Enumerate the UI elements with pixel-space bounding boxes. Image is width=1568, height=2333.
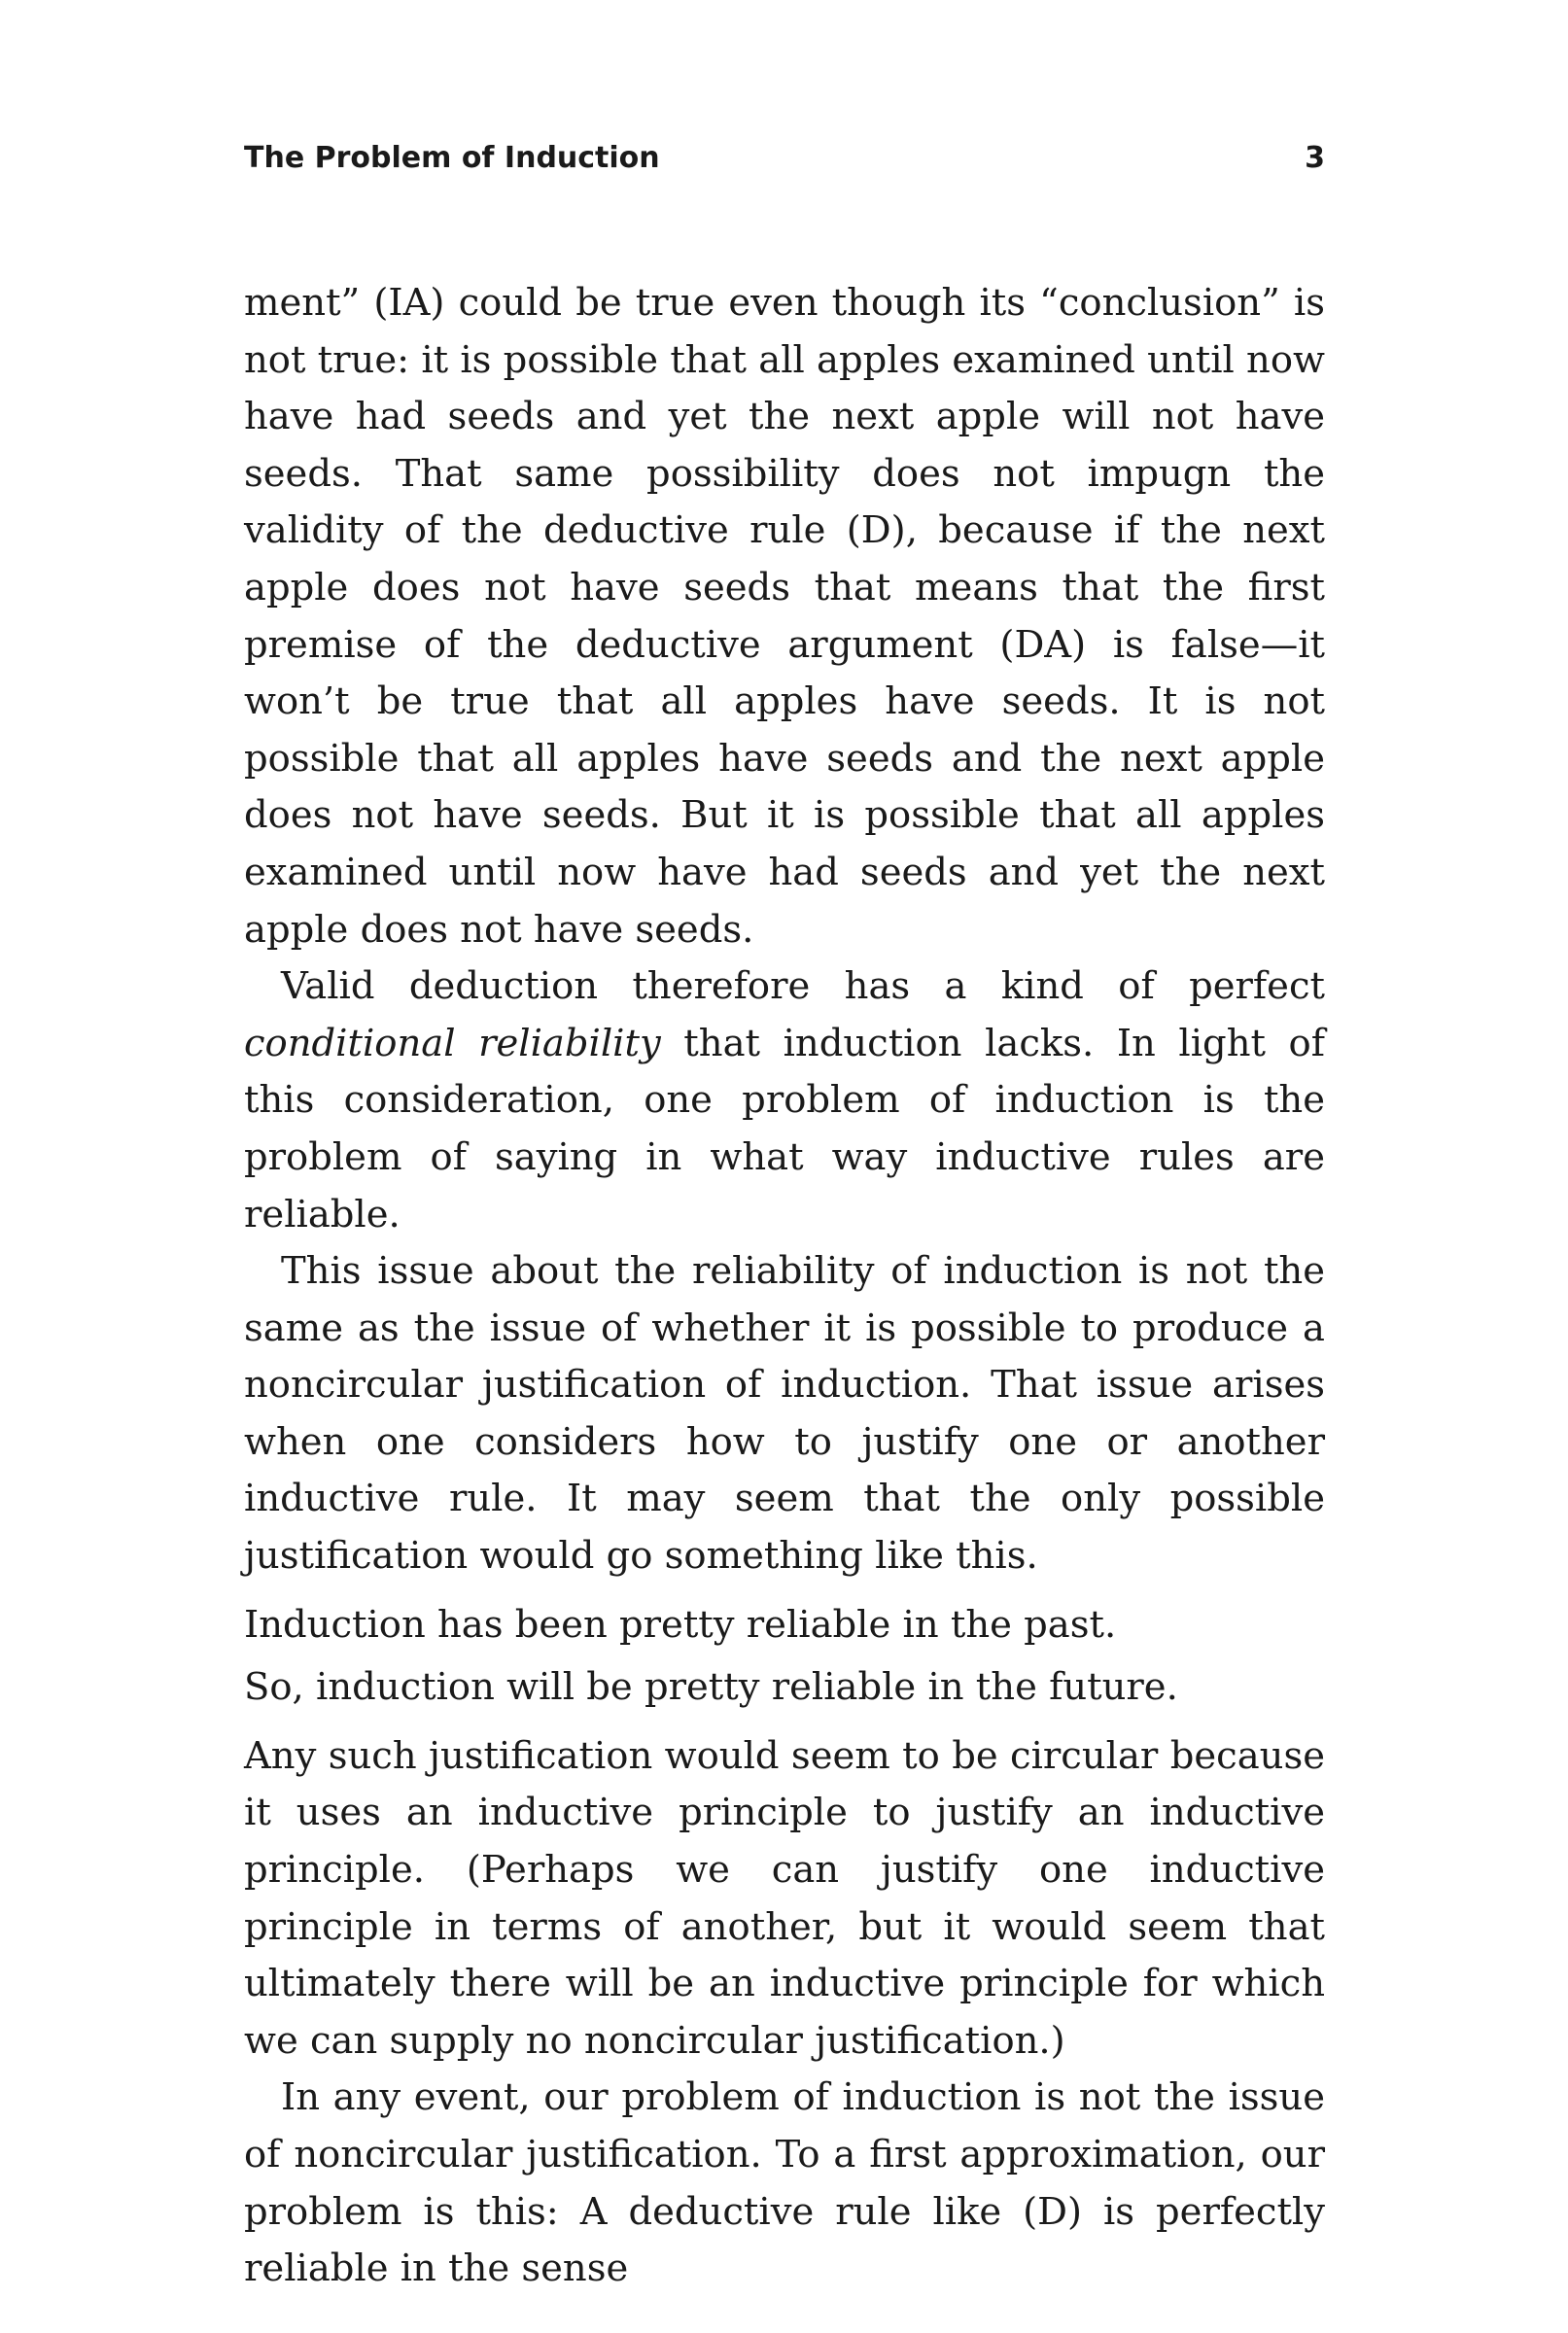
paragraph-3: This issue about the reliability of induction is not the same as the issue of whether it is possible to produce a noncircular justification of induction. That issue arises when one considers how to justify one or another inductive rule. It may seem that the only possible justification would go something like this. (244, 1249, 1325, 1579)
book-page (244, 0, 1325, 2333)
page-number: 3 (1305, 141, 1325, 175)
paragraph-2-lead: Valid deduction therefore has a kind of perfect (281, 964, 1325, 1009)
paragraph-2-rest: that induction lacks. In light of this consideration, one problem of induction is the problem of saying in what way inductive rules are reliable. (244, 1021, 1325, 1236)
paragraph-1: ment” (IA) could be true even though its “conclusion” is not true: it is possible that all apples examined until now have had seeds and yet the next apple will not have seeds. That same possibility does not impugn the validity of the deductive rule (D), because if the next apple does not have seeds that means that the first premise of the deductive argument (DA) is false—it won’t be true that all apples have seeds. It is not possible that all apples have seeds and the next apple does not have seeds. But it is possible that all apples examined until now have had seeds and yet the next apple does not have seeds. (244, 281, 1325, 952)
body-text (244, 275, 1325, 2298)
chapter-title: The Problem of Induction (244, 141, 660, 175)
paragraph-5: In any event, our problem of induction is not the issue of noncircular justification. To a first approximation, our problem is this: A deductive rule like (D) is perfectly reliable in the sense (244, 2075, 1325, 2291)
argument-premise: Induction has been pretty reliable in the past. (244, 1602, 1117, 1647)
paragraph-2-emphasis: conditional reliability (244, 1021, 661, 1065)
paragraph-4: Any such justification would seem to be circular because it uses an inductive principle to justify an inductive principle. (Perhaps we can justify one inductive principle in terms of another, but it would seem that ultimately there will be an inductive principle for which we can supply no noncircular justification.) (244, 1733, 1325, 2063)
argument-conclusion: So, induction will be pretty reliable in the future. (244, 1665, 1178, 1710)
displayed-argument (244, 1597, 1325, 1717)
paragraph-2 (244, 958, 1325, 1243)
running-head (244, 137, 1325, 180)
